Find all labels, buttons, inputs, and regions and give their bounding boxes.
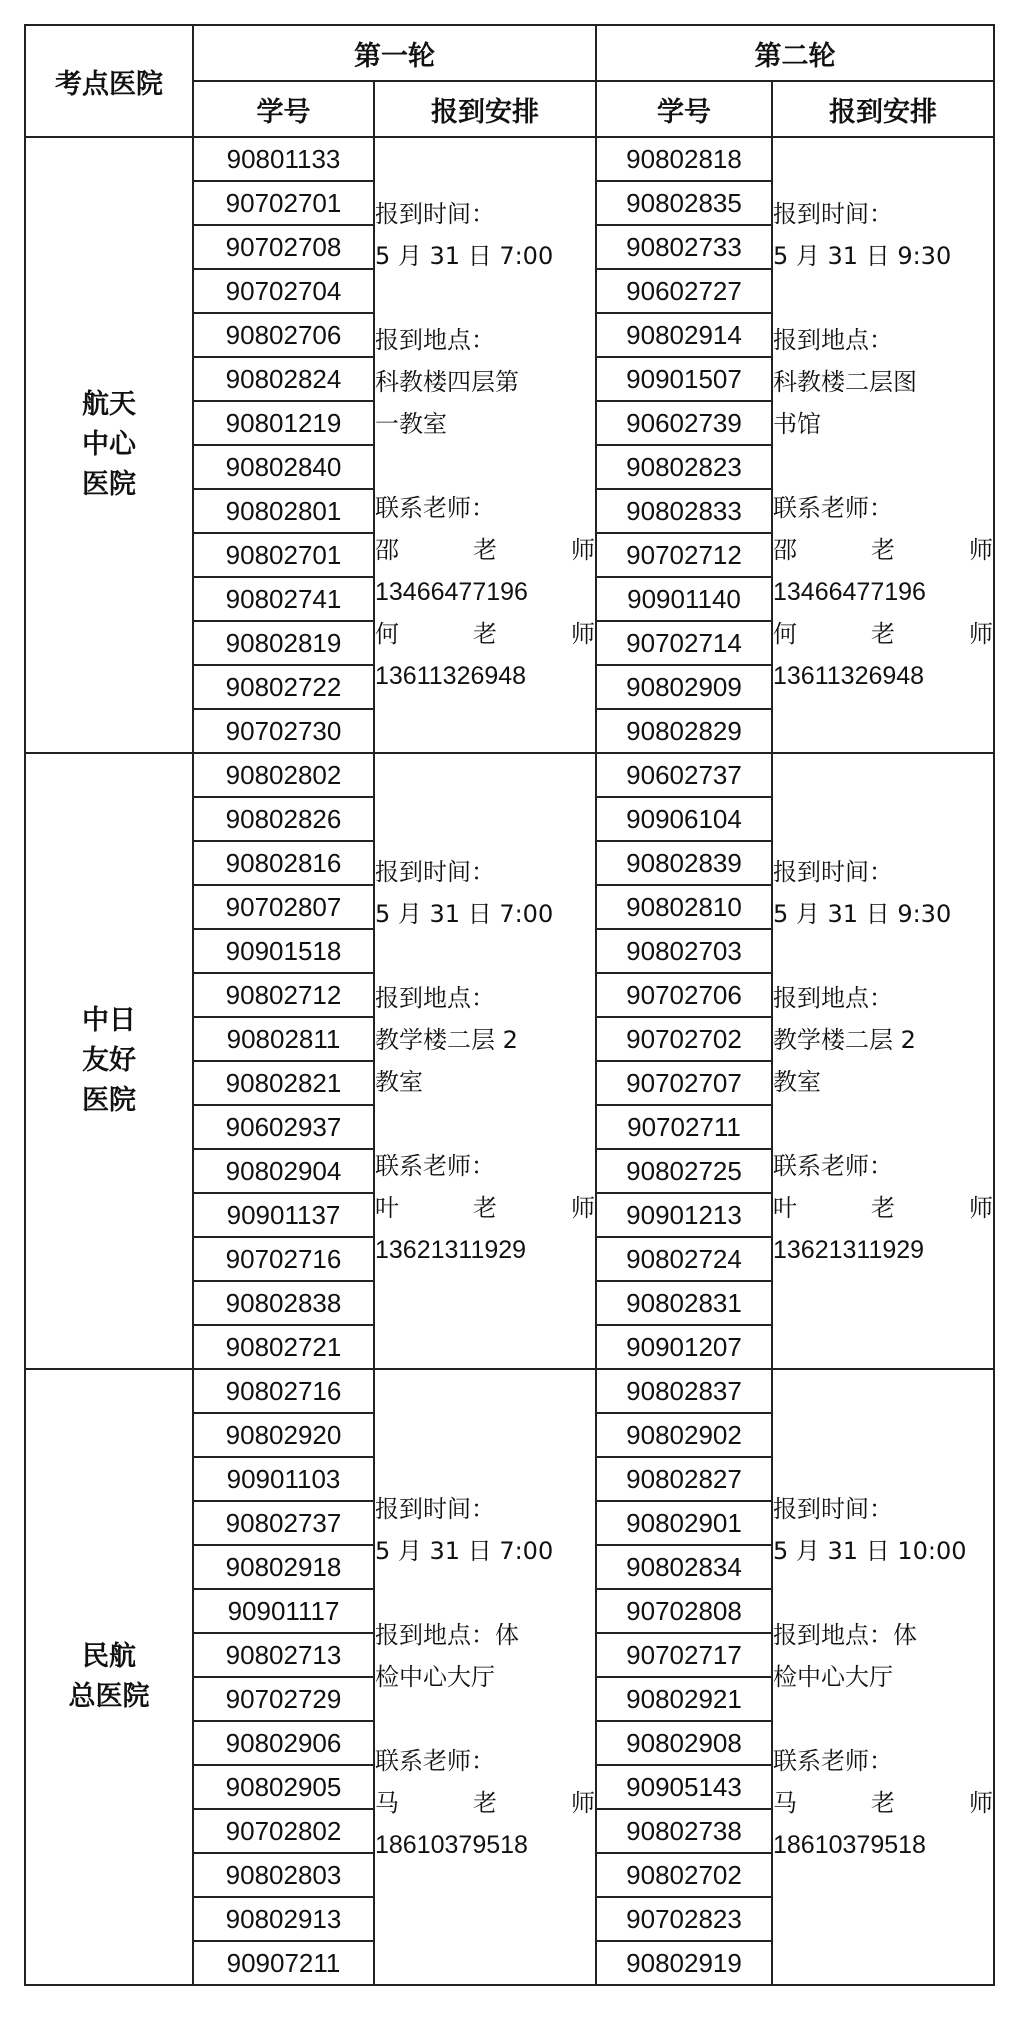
table-body xyxy=(25,137,994,1985)
round1-student-id: 90702716 xyxy=(193,1237,374,1281)
contact-teacher-name xyxy=(773,613,993,655)
round1-student-id: 90802801 xyxy=(193,489,374,533)
round1-student-id: 90702729 xyxy=(193,1677,374,1721)
spacer xyxy=(375,445,595,487)
round2-student-id: 90802831 xyxy=(596,1281,772,1325)
spacer xyxy=(773,277,993,319)
spacer xyxy=(375,1698,595,1740)
spacer xyxy=(375,935,595,977)
round2-student-id: 90901507 xyxy=(596,357,772,401)
contact-label: 联系老师： xyxy=(375,1152,495,1180)
teacher-name-char: 叶 xyxy=(375,1194,433,1222)
spacer xyxy=(773,1698,993,1740)
round2-student-id: 90802829 xyxy=(596,709,772,753)
round2-student-id: 90702714 xyxy=(596,621,772,665)
teacher-name-char: 老 xyxy=(871,536,929,564)
contact-label: 联系老师： xyxy=(773,494,893,522)
teacher-name-char: 老 xyxy=(473,1789,531,1817)
round1-student-id: 90802802 xyxy=(193,753,374,797)
teacher-name-char: 老 xyxy=(473,536,531,564)
contact-teacher-name xyxy=(773,1782,993,1824)
round1-student-id: 90602937 xyxy=(193,1105,374,1149)
exam-schedule-table xyxy=(24,24,995,1986)
teacher-name-char: 何 xyxy=(773,620,831,648)
hospital-name xyxy=(25,753,193,1369)
round2-student-id: 90802733 xyxy=(596,225,772,269)
contact-label: 联系老师： xyxy=(375,494,495,522)
round1-student-id: 90802722 xyxy=(193,665,374,709)
report-place-line: 报到地点：体 xyxy=(375,1621,519,1649)
round1-arrangement-header: 报到安排 xyxy=(374,81,596,137)
round2-student-id: 90802725 xyxy=(596,1149,772,1193)
contact-teacher-name xyxy=(375,1187,595,1229)
teacher-name-char: 师 xyxy=(969,620,993,648)
round2-student-id: 90802738 xyxy=(596,1809,772,1853)
round2-student-id: 90702711 xyxy=(596,1105,772,1149)
spacer xyxy=(375,1572,595,1614)
round1-student-id: 90802737 xyxy=(193,1501,374,1545)
hospital-name-line: 医院 xyxy=(82,469,136,500)
teacher-name-char: 邵 xyxy=(773,536,831,564)
spacer xyxy=(375,1103,595,1145)
contact-phone: 13621311929 xyxy=(773,1236,925,1264)
teacher-name-char: 师 xyxy=(571,1789,595,1817)
round2-student-id: 90802827 xyxy=(596,1457,772,1501)
round1-student-id: 90802713 xyxy=(193,1633,374,1677)
teacher-name-char: 师 xyxy=(969,1194,993,1222)
contact-teacher-name xyxy=(773,529,993,571)
report-place-line: 检中心大厅 xyxy=(773,1663,893,1691)
round2-student-id-header: 学号 xyxy=(596,81,772,137)
contact-label: 联系老师： xyxy=(375,1747,495,1775)
round2-student-id: 90802823 xyxy=(596,445,772,489)
round1-student-id: 90901117 xyxy=(193,1589,374,1633)
round2-student-id: 90802837 xyxy=(596,1369,772,1413)
round1-arrangement xyxy=(374,137,596,753)
round2-student-id: 90802901 xyxy=(596,1501,772,1545)
round2-arrangement-header: 报到安排 xyxy=(772,81,994,137)
round2-student-id: 90602727 xyxy=(596,269,772,313)
header-row-1 xyxy=(25,25,994,81)
round2-student-id: 90906104 xyxy=(596,797,772,841)
contact-teacher-name xyxy=(375,613,595,655)
report-place-line: 报到地点： xyxy=(773,984,893,1012)
round1-student-id: 90802840 xyxy=(193,445,374,489)
hospital-column-header: 考点医院 xyxy=(25,25,193,137)
report-place-line: 报到地点： xyxy=(375,326,495,354)
round2-student-id: 90802833 xyxy=(596,489,772,533)
report-time-value: 5 月 31 日 7:00 xyxy=(375,1537,554,1565)
report-place-line: 科教楼二层图 xyxy=(773,368,917,396)
report-time-label: 报到时间： xyxy=(375,1495,495,1523)
contact-phone: 18610379518 xyxy=(773,1831,926,1859)
round2-student-id: 90702712 xyxy=(596,533,772,577)
round2-student-id: 90802810 xyxy=(596,885,772,929)
round2-student-id: 90901213 xyxy=(596,1193,772,1237)
round1-student-id: 90702704 xyxy=(193,269,374,313)
report-time-label: 报到时间： xyxy=(773,1495,893,1523)
round1-student-id: 90801133 xyxy=(193,137,374,181)
round1-student-id: 90702701 xyxy=(193,181,374,225)
teacher-name-char: 师 xyxy=(571,620,595,648)
contact-phone: 18610379518 xyxy=(375,1831,528,1859)
contact-teacher-name xyxy=(773,1187,993,1229)
round1-student-id: 90802741 xyxy=(193,577,374,621)
round2-student-id: 90802818 xyxy=(596,137,772,181)
round2-student-id: 90905143 xyxy=(596,1765,772,1809)
round2-student-id: 90802909 xyxy=(596,665,772,709)
round1-student-id: 90702708 xyxy=(193,225,374,269)
round2-student-id: 90702808 xyxy=(596,1589,772,1633)
round1-header: 第一轮 xyxy=(193,25,596,81)
table-row xyxy=(25,1369,994,1413)
round2-student-id: 90702823 xyxy=(596,1897,772,1941)
round1-student-id: 90802811 xyxy=(193,1017,374,1061)
round1-student-id: 90802716 xyxy=(193,1369,374,1413)
spacer xyxy=(773,1572,993,1614)
round1-arrangement xyxy=(374,1369,596,1985)
spacer xyxy=(375,277,595,319)
report-place-line: 科教楼四层第 xyxy=(375,368,519,396)
table-row xyxy=(25,753,994,797)
round1-student-id: 90802803 xyxy=(193,1853,374,1897)
teacher-name-char: 何 xyxy=(375,620,433,648)
report-place-line: 报到地点： xyxy=(773,326,893,354)
report-time-label: 报到时间： xyxy=(773,200,893,228)
round2-student-id: 90602739 xyxy=(596,401,772,445)
round2-student-id: 90802839 xyxy=(596,841,772,885)
round1-student-id: 90802706 xyxy=(193,313,374,357)
round2-student-id: 90802724 xyxy=(596,1237,772,1281)
hospital-name-line: 总医院 xyxy=(68,1681,150,1712)
teacher-name-char: 老 xyxy=(871,1789,929,1817)
report-place-line: 检中心大厅 xyxy=(375,1663,495,1691)
report-time-value: 5 月 31 日 9:30 xyxy=(773,900,952,928)
teacher-name-char: 老 xyxy=(871,1194,929,1222)
round2-arrangement xyxy=(772,753,994,1369)
round1-student-id: 90802918 xyxy=(193,1545,374,1589)
report-time-value: 5 月 31 日 9:30 xyxy=(773,242,952,270)
contact-teacher-name xyxy=(375,529,595,571)
contact-label: 联系老师： xyxy=(773,1747,893,1775)
round1-arrangement xyxy=(374,753,596,1369)
hospital-name-line: 中心 xyxy=(82,429,136,460)
hospital-name-line: 友好 xyxy=(82,1045,136,1076)
hospital-name-line: 中日 xyxy=(82,1005,136,1036)
teacher-name-char: 马 xyxy=(773,1789,831,1817)
round1-student-id: 90801219 xyxy=(193,401,374,445)
report-time-label: 报到时间： xyxy=(773,858,893,886)
contact-phone: 13611326948 xyxy=(773,662,925,690)
round1-student-id-header: 学号 xyxy=(193,81,374,137)
round1-student-id: 90802816 xyxy=(193,841,374,885)
round2-header: 第二轮 xyxy=(596,25,994,81)
round1-student-id: 90901518 xyxy=(193,929,374,973)
round1-student-id: 90802906 xyxy=(193,1721,374,1765)
teacher-name-char: 师 xyxy=(571,1194,595,1222)
table-row xyxy=(25,137,994,181)
teacher-name-char: 马 xyxy=(375,1789,433,1817)
round2-student-id: 90702717 xyxy=(596,1633,772,1677)
round1-student-id: 90802838 xyxy=(193,1281,374,1325)
round1-student-id: 90802826 xyxy=(193,797,374,841)
hospital-name-line: 医院 xyxy=(82,1085,136,1116)
contact-label: 联系老师： xyxy=(773,1152,893,1180)
teacher-name-char: 老 xyxy=(473,1194,531,1222)
exam-schedule-sheet xyxy=(24,24,993,1986)
hospital-name xyxy=(25,137,193,753)
report-time-label: 报到时间： xyxy=(375,858,495,886)
round2-student-id: 90802902 xyxy=(596,1413,772,1457)
report-place-line: 报到地点：体 xyxy=(773,1621,917,1649)
report-time-value: 5 月 31 日 7:00 xyxy=(375,900,554,928)
spacer xyxy=(773,935,993,977)
round2-student-id: 90802919 xyxy=(596,1941,772,1985)
round1-student-id: 90802904 xyxy=(193,1149,374,1193)
contact-phone: 13466477196 xyxy=(773,578,926,606)
spacer xyxy=(773,1103,993,1145)
teacher-name-char: 师 xyxy=(969,536,993,564)
round2-student-id: 90802921 xyxy=(596,1677,772,1721)
teacher-name-char: 叶 xyxy=(773,1194,831,1222)
teacher-name-char: 老 xyxy=(871,620,929,648)
round1-student-id: 90702802 xyxy=(193,1809,374,1853)
report-time-value: 5 月 31 日 7:00 xyxy=(375,242,554,270)
round2-student-id: 90802702 xyxy=(596,1853,772,1897)
report-place-line: 教学楼二层 2 xyxy=(375,1026,518,1054)
round1-student-id: 90702807 xyxy=(193,885,374,929)
report-place-line: 教室 xyxy=(375,1068,423,1096)
spacer xyxy=(773,445,993,487)
contact-phone: 13611326948 xyxy=(375,662,527,690)
contact-phone: 13466477196 xyxy=(375,578,528,606)
report-place-line: 书馆 xyxy=(773,410,821,438)
round2-student-id: 90901140 xyxy=(596,577,772,621)
round1-student-id: 90802819 xyxy=(193,621,374,665)
round1-student-id: 90802824 xyxy=(193,357,374,401)
round1-student-id: 90802721 xyxy=(193,1325,374,1369)
teacher-name-char: 师 xyxy=(571,536,595,564)
round1-student-id: 90802712 xyxy=(193,973,374,1017)
round2-student-id: 90702706 xyxy=(596,973,772,1017)
round1-student-id: 90802701 xyxy=(193,533,374,577)
contact-teacher-name xyxy=(375,1782,595,1824)
report-place-line: 报到地点： xyxy=(375,984,495,1012)
report-time-value: 5 月 31 日 10:00 xyxy=(773,1537,967,1565)
round2-student-id: 90802914 xyxy=(596,313,772,357)
round1-student-id: 90802821 xyxy=(193,1061,374,1105)
teacher-name-char: 师 xyxy=(969,1789,993,1817)
report-time-label: 报到时间： xyxy=(375,200,495,228)
round2-student-id: 90802703 xyxy=(596,929,772,973)
round1-student-id: 90901103 xyxy=(193,1457,374,1501)
round2-student-id: 90901207 xyxy=(596,1325,772,1369)
teacher-name-char: 老 xyxy=(473,620,531,648)
hospital-name xyxy=(25,1369,193,1985)
report-place-line: 教学楼二层 2 xyxy=(773,1026,916,1054)
report-place-line: 教室 xyxy=(773,1068,821,1096)
round2-arrangement xyxy=(772,137,994,753)
round2-student-id: 90602737 xyxy=(596,753,772,797)
round2-student-id: 90702702 xyxy=(596,1017,772,1061)
contact-phone: 13621311929 xyxy=(375,1236,527,1264)
round1-student-id: 90802920 xyxy=(193,1413,374,1457)
teacher-name-char: 邵 xyxy=(375,536,433,564)
report-place-line: 一教室 xyxy=(375,410,447,438)
round2-student-id: 90802908 xyxy=(596,1721,772,1765)
round1-student-id: 90802905 xyxy=(193,1765,374,1809)
hospital-name-line: 航天 xyxy=(82,389,136,420)
hospital-name-line: 民航 xyxy=(82,1641,136,1672)
round2-student-id: 90802834 xyxy=(596,1545,772,1589)
round1-student-id: 90802913 xyxy=(193,1897,374,1941)
round2-student-id: 90702707 xyxy=(596,1061,772,1105)
round1-student-id: 90901137 xyxy=(193,1193,374,1237)
round2-arrangement xyxy=(772,1369,994,1985)
round1-student-id: 90907211 xyxy=(193,1941,374,1985)
round1-student-id: 90702730 xyxy=(193,709,374,753)
round2-student-id: 90802835 xyxy=(596,181,772,225)
